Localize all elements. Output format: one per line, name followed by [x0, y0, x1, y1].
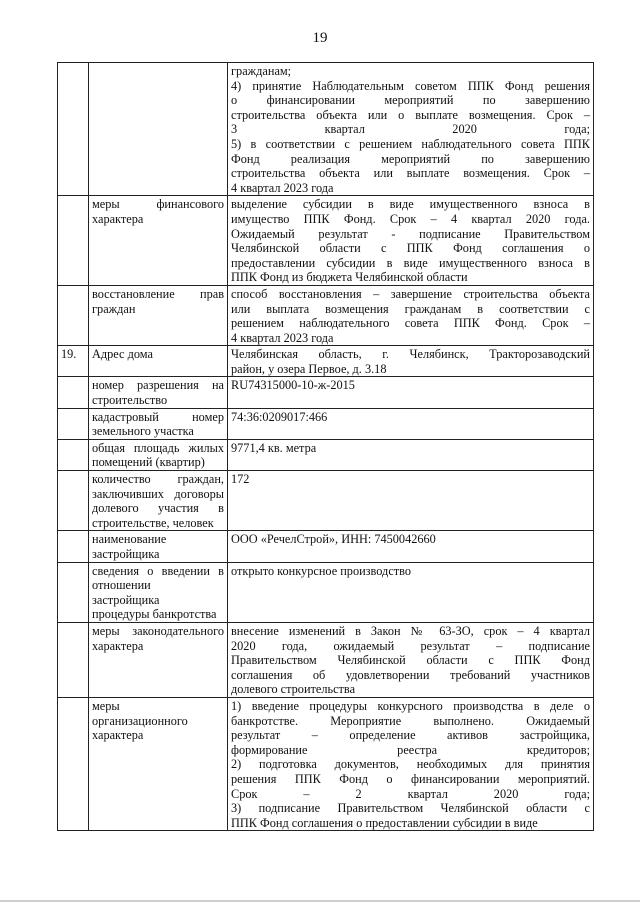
cell-line: о финансировании мероприятий по завершению [231, 93, 590, 108]
cell-line: земельного участка [92, 424, 194, 439]
housing-table [57, 62, 594, 831]
row-label [89, 408, 228, 439]
row-number [58, 439, 89, 470]
cell-line: решения ППК Фонд о финансировании мероприятий. [231, 771, 590, 786]
cell-line: выделение субсидии в виде имущественного взноса в [231, 197, 590, 212]
cell-line: открыто конкурсное производство [231, 563, 412, 578]
page-number: 19 [312, 30, 328, 46]
cell-line: характера [92, 638, 144, 653]
cell-line: застройщика [92, 547, 160, 561]
cell-line: количество граждан, [92, 472, 224, 487]
cell-line: 2) подготовка документов, необходимых для принятия [231, 757, 590, 772]
cell-line: имущество ППК Фонд. Срок – 4 квартал 2020 года. [231, 211, 590, 226]
table-row [58, 346, 594, 377]
row-label [89, 63, 228, 196]
row-label [89, 346, 228, 377]
cell-line: кадастровый номер [92, 409, 224, 424]
table-row [58, 622, 594, 697]
row-value [228, 408, 594, 439]
cell-line: меры законодательного [92, 623, 224, 638]
cell-line: банкротстве. Мероприятие выполнено. Ожидаемый [231, 713, 590, 728]
row-number [58, 562, 89, 622]
cell-line: сведения о введении в [92, 563, 224, 578]
cell-line: 4 квартал 2023 года [231, 180, 334, 195]
table-row [58, 562, 594, 622]
row-number [58, 377, 89, 408]
cell-line: 74:36:0209017:466 [231, 409, 328, 424]
row-label [89, 562, 228, 622]
cell-line: 172 [231, 472, 250, 487]
cell-line: результат – определение активов застройщика, [231, 728, 590, 743]
cell-line: Ожидаемый результат - подписание Правительством [231, 226, 590, 241]
page-bottom-edge [0, 900, 640, 902]
row-label [89, 377, 228, 408]
cell-line: заключивших договоры [92, 486, 224, 501]
cell-line: район, у озера Первое, д. 3.18 [231, 361, 387, 376]
row-number [58, 63, 89, 196]
cell-line: 1) введение процедуры конкурсного производства в деле о [231, 698, 590, 713]
cell-line: Челябинская область, г. Челябинск, Тракторозаводский [231, 347, 590, 362]
row-number [58, 285, 89, 345]
table-row [58, 377, 594, 408]
table-row [58, 285, 594, 345]
cell-line: RU74315000-10-ж-2015 [231, 378, 355, 393]
table-row [58, 471, 594, 531]
row-number [58, 408, 89, 439]
cell-line: Правительством Челябинской области с ППК Фонд [231, 653, 590, 668]
cell-line: гражданам; [231, 64, 292, 78]
cell-line: меры финансового [92, 197, 224, 212]
row-label [89, 622, 228, 697]
cell-line: помещений (квартир) [92, 455, 205, 470]
cell-line: 3 квартал 2020 года; [231, 122, 590, 137]
cell-line: ППК Фонд соглашения о предоставлении субсидии в виде [231, 815, 538, 830]
table-row [58, 408, 594, 439]
row-number [58, 531, 89, 562]
cell-line: внесение изменений в Закон № 63-ЗО, срок – 4 квартал [231, 623, 590, 638]
row-value [228, 63, 594, 196]
row-value [228, 562, 594, 622]
table-row [58, 63, 594, 196]
cell-line: отношении [92, 578, 151, 593]
cell-line: строительства объекта или выплате возмещения. Срок – [231, 166, 590, 181]
row-value [228, 531, 594, 562]
cell-line: меры [92, 698, 120, 713]
cell-line: 2020 года, ожидаемый результат – подписание [231, 638, 590, 653]
cell-line: застройщика [92, 592, 160, 607]
cell-line: наименование [92, 532, 167, 547]
cell-line: ППК Фонд из бюджета Челябинской области [231, 270, 468, 285]
row-label [89, 285, 228, 345]
cell-line: решением наблюдательного совета ППК Фонд. Срок – [231, 316, 590, 331]
cell-line: номер разрешения на [92, 378, 224, 393]
cell-line: Срок – 2 квартал 2020 года; [231, 786, 590, 801]
cell-line: 5) в соответствии с решением наблюдательного совета ППК [231, 136, 590, 151]
row-value [228, 377, 594, 408]
row-number [58, 697, 89, 830]
cell-line: долевого участия в [92, 501, 224, 516]
row-value [228, 196, 594, 286]
row-number [58, 622, 89, 697]
row-number [58, 471, 89, 531]
cell-line: общая площадь жилых [92, 440, 224, 455]
cell-line: организационного [92, 713, 188, 728]
cell-line: Адрес дома [92, 347, 153, 362]
cell-line: восстановление прав [92, 286, 224, 301]
cell-line: строительство [92, 393, 168, 408]
row-number: 19. [58, 346, 89, 377]
row-label [89, 471, 228, 531]
table-row [58, 531, 594, 562]
cell-line: строительстве, человек [92, 515, 214, 530]
cell-line: процедуры банкротства [92, 607, 217, 622]
row-value [228, 471, 594, 531]
row-value [228, 285, 594, 345]
cell-line: граждан [92, 301, 136, 316]
table-row [58, 196, 594, 286]
row-value [228, 622, 594, 697]
cell-line: долевого строительства [231, 682, 356, 697]
row-value [228, 439, 594, 470]
cell-line: 4) принятие Наблюдательным советом ППК Фонд решения [231, 78, 590, 93]
row-value [228, 697, 594, 830]
row-number [58, 196, 89, 286]
row-label [89, 196, 228, 286]
cell-line: характера [92, 211, 144, 226]
cell-line: Фонд реализация мероприятий по завершению [231, 151, 590, 166]
row-label [89, 439, 228, 470]
cell-line: ООО «РечелСтрой», ИНН: 7450042660 [231, 532, 436, 547]
cell-line: соглашения об удовлетворении требований участников [231, 667, 590, 682]
cell-line: предоставлении субсидии в виде имущественного взноса в [231, 255, 590, 270]
table-row [58, 439, 594, 470]
table-row [58, 697, 594, 830]
cell-line: 3) подписание Правительством Челябинской области с [231, 801, 590, 816]
row-value [228, 346, 594, 377]
cell-line: или выплата возмещения гражданам в соответствии с [231, 301, 590, 316]
cell-line: характера [92, 728, 144, 743]
cell-line: строительства объекта или о выплате возмещения. Срок – [231, 107, 590, 122]
row-label [89, 697, 228, 830]
cell-line: способ восстановления – завершение строительства объекта [231, 286, 590, 301]
row-label [89, 531, 228, 562]
cell-line: 9771,4 кв. метра [231, 440, 317, 455]
cell-line: Челябинской области с ППК Фонд соглашения о [231, 241, 590, 256]
cell-line: формирование реестра кредиторов; [231, 742, 590, 757]
cell-line: 4 квартал 2023 года [231, 330, 334, 345]
